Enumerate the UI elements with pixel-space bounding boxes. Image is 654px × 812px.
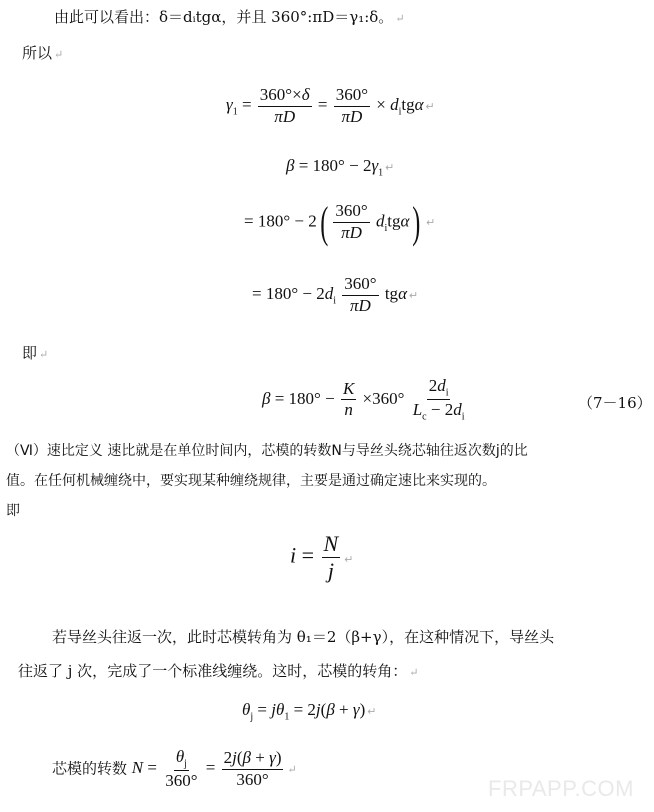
watermark: FRPAPP.COM xyxy=(488,776,634,801)
equation-theta-j: $\theta_j = j\theta_1 = 2j(\beta + \gamma)$ ↵ xyxy=(242,700,377,723)
intro-line: 由此可以看出：δ＝dᵢtgα，并且 360°:πD＝γ₁:δ。 ↵ xyxy=(54,8,405,26)
para-theta-line1: 若导丝头往返一次，此时芯模转角为 θ₁＝2（β+γ），在这种情况下，导丝头 xyxy=(52,628,555,646)
suoyi-text: 所以 xyxy=(22,44,53,62)
equation-speed-ratio: i = $\frac{N}{j}$ ↵ xyxy=(290,531,354,584)
para-theta-line2: 往返了 j 次，完成了一个标准线缠绕。这时，芯模的转角： xyxy=(18,662,408,680)
equation-beta-2: = 180° − 2( $\frac{360^\circ}{\pi D}$ $d_itg\alpha$) ↵ xyxy=(244,198,436,247)
equation-number: （7－16） xyxy=(578,394,652,412)
suoyi-label: 所以 ↵ xyxy=(22,44,64,62)
equation-7-16: β = 180° − $\frac{K}{n}$ ×360° $\frac{2d_i}{L_c - 2d_i}$ xyxy=(262,376,465,423)
ji-label-2: 即 xyxy=(6,503,20,519)
equation-beta-1: $\beta = 180^\circ - 2\gamma_1$ ↵ xyxy=(286,156,395,179)
para-vi-line1: （Ⅵ）速比定义 速比就是在单位时间内，芯模的转数N与导丝头绕芯轴往返次数j的比 xyxy=(6,443,528,459)
equation-beta-3: = $180^\circ - 2d_i$ $\frac{360^\circ}{\pi D}$ tgα ↵ xyxy=(252,274,419,315)
equation-n: 芯模的转数 N = $\frac{\theta_j}{360^\circ}$ = $\frac{2j(\beta + \gamma)}{360^\circ}$ ↵ xyxy=(52,747,297,791)
equation-gamma1: $\gamma_1$ = $\frac{360^\circ\times\delta}{\pi D}$ = $\frac{360^\circ}{\pi D}$ × $d_itg\alpha$ ↵ xyxy=(226,85,435,126)
para-vi-line2: 值。在任何机械缠绕中，要实现某种缠绕规律，主要是通过确定速比来实现的。 xyxy=(6,473,496,489)
intro-text: 由此可以看出：δ＝dᵢtgα，并且 360°:πD＝γ₁:δ。 xyxy=(54,8,394,26)
ji-text-1: 即 xyxy=(22,344,38,362)
n-label: 芯模的转数 xyxy=(52,759,128,778)
ji-label-1: 即 ↵ xyxy=(22,344,49,362)
para-theta-line2-wrap: 往返了 j 次，完成了一个标准线缠绕。这时，芯模的转角： ↵ xyxy=(18,662,419,680)
